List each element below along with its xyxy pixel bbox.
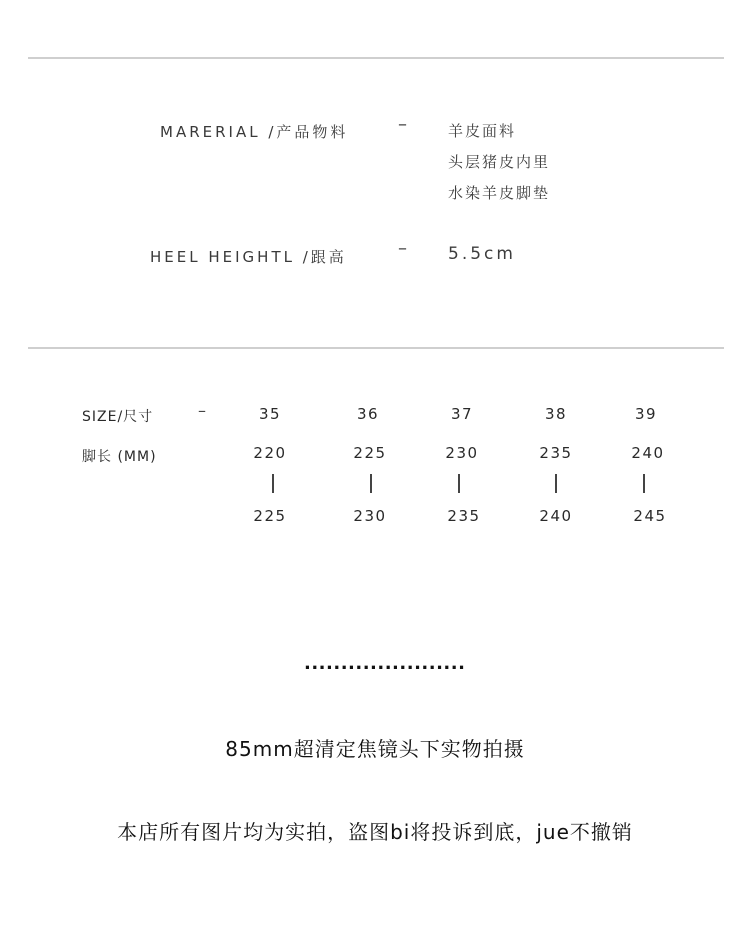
range-separator [458,474,460,493]
range-separator [370,474,372,493]
length-min-cell: 235 [539,444,573,462]
range-separator [272,474,274,493]
material-label: MARERIAL /产品物料 [160,123,349,141]
lens-caption: 85mm超清定焦镜头下实物拍摄 [225,737,525,761]
length-max-cell: 245 [633,507,667,525]
foot-length-label: 脚长 (MM) [82,449,157,465]
heel-height-value: 5.5cm [448,244,516,264]
material-value-2: 头层猪皮内里 [448,153,551,171]
heel-height-label: HEEL HEIGHTL /跟高 [150,248,347,266]
length-max-cell: 240 [539,507,573,525]
range-separator [555,474,557,493]
size-cell: 39 [634,405,658,423]
size-cell: 35 [258,405,282,423]
material-dash: – [398,114,407,135]
length-min-cell: 230 [445,444,479,462]
range-separator [643,474,645,493]
top-divider [28,57,724,59]
copyright-notice: 本店所有图片均为实拍，盗图bi将投诉到底，jue不撤销 [117,820,633,844]
length-min-cell: 220 [253,444,287,462]
size-cell: 36 [356,405,380,423]
size-dash: – [198,401,206,420]
size-cell: 37 [450,405,474,423]
length-min-cell: 225 [353,444,387,462]
middle-divider [28,347,724,349]
dotted-separator: ...................... [304,653,466,674]
material-value-1: 羊皮面料 [448,122,517,140]
length-max-cell: 225 [253,507,287,525]
size-label: SIZE/尺寸 [82,409,154,425]
material-value-3: 水染羊皮脚垫 [448,184,551,202]
length-max-cell: 235 [447,507,481,525]
size-cell: 38 [544,405,568,423]
heel-height-dash: – [398,238,407,259]
length-max-cell: 230 [353,507,387,525]
length-min-cell: 240 [631,444,665,462]
